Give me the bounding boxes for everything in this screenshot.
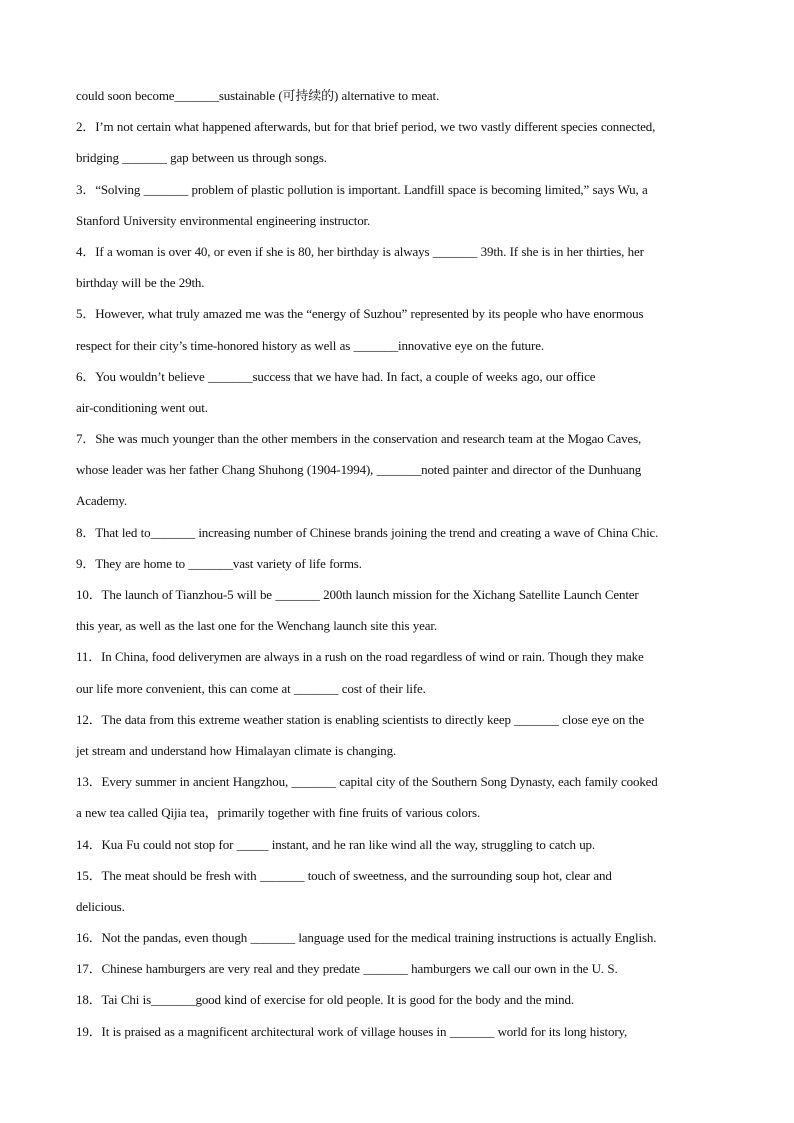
text-line: 10．The launch of Tianzhou-5 will be _______ 200th launch mission for the Xichang Satellite Launch Center: [76, 587, 639, 602]
text-line: delicious.: [76, 898, 125, 914]
exercise-text: [76, 80, 721, 1047]
text-line: 11．In China, food deliverymen are always in a rush on the road regardless of wind or rain. Though they make: [76, 649, 644, 665]
text-line: respect for their city’s time-honored history as well as _______innovative eye on the future.: [76, 337, 544, 353]
text-line: bridging _______ gap between us through songs.: [76, 150, 327, 166]
text-line: 2．I’m not certain what happened afterwards, but for that brief period, we two vastly different species connected,: [76, 119, 656, 135]
text-line: 4．If a woman is over 40, or even if she is 80, her birthday is always _______ 39th. If she is in her thirties, her: [76, 243, 644, 259]
text-line: 17．Chinese hamburgers are very real and they predate _______ hamburgers we call our own in the U. S.: [76, 961, 618, 977]
text-line: could soon become_______sustainable (可持续的) alternative to meat.: [76, 88, 440, 103]
text-line: 7．She was much younger than the other members in the conservation and research team at the Mogao Caves,: [76, 431, 642, 447]
text-line: 12．The data from this extreme weather station is enabling scientists to directly keep _______ close eye on the: [76, 711, 645, 727]
text-line: our life more convenient, this can come at _______ cost of their life.: [76, 680, 426, 696]
text-line: birthday will be the 29th.: [76, 275, 205, 291]
text-line: 19．It is praised as a magnificent architectural work of village houses in _______ world for its long history,: [76, 1023, 628, 1039]
text-line: 18．Tai Chi is_______good kind of exercise for old people. It is good for the body and the mind.: [76, 992, 574, 1008]
text-line: jet stream and understand how Himalayan climate is changing.: [76, 742, 397, 758]
text-line: Stanford University environmental engineering instructor.: [76, 212, 371, 228]
text-line: 13．Every summer in ancient Hangzhou, _______ capital city of the Southern Song Dynasty, each family cooked: [76, 774, 658, 790]
text-line: whose leader was her father Chang Shuhong (1904-1994), _______noted painter and director of the Dunhuang: [76, 462, 642, 478]
text-line: a new tea called Qijia tea，primarily together with fine fruits of various colors.: [76, 805, 481, 821]
text-line: 15．The meat should be fresh with _______ touch of sweetness, and the surrounding soup hot, clear and: [76, 867, 612, 883]
text-line: 14．Kua Fu could not stop for _____ instant, and he ran like wind all the way, struggling to catch up.: [76, 836, 596, 852]
text-line: this year, as well as the last one for the Wenchang launch site this year.: [76, 618, 437, 634]
text-line: 3．“Solving _______ problem of plastic pollution is important. Landfill space is becoming limited,” says Wu, a: [76, 181, 648, 197]
text-line: 8．That led to_______ increasing number of Chinese brands joining the trend and creating a wave of China Chic.: [76, 524, 659, 540]
text-line: Academy.: [76, 493, 128, 509]
text-line: 5．However, what truly amazed me was the “energy of Suzhou” represented by its people who have enormous: [76, 306, 644, 322]
text-line: air-conditioning went out.: [76, 399, 208, 415]
text-line: 9．They are home to _______vast variety of life forms.: [76, 555, 362, 571]
text-line: 16．Not the pandas, even though _______ language used for the medical training instructions is actually English.: [76, 930, 657, 946]
text-line: 6．You wouldn’t believe _______success that we have had. In fact, a couple of weeks ago, our office: [76, 368, 596, 384]
